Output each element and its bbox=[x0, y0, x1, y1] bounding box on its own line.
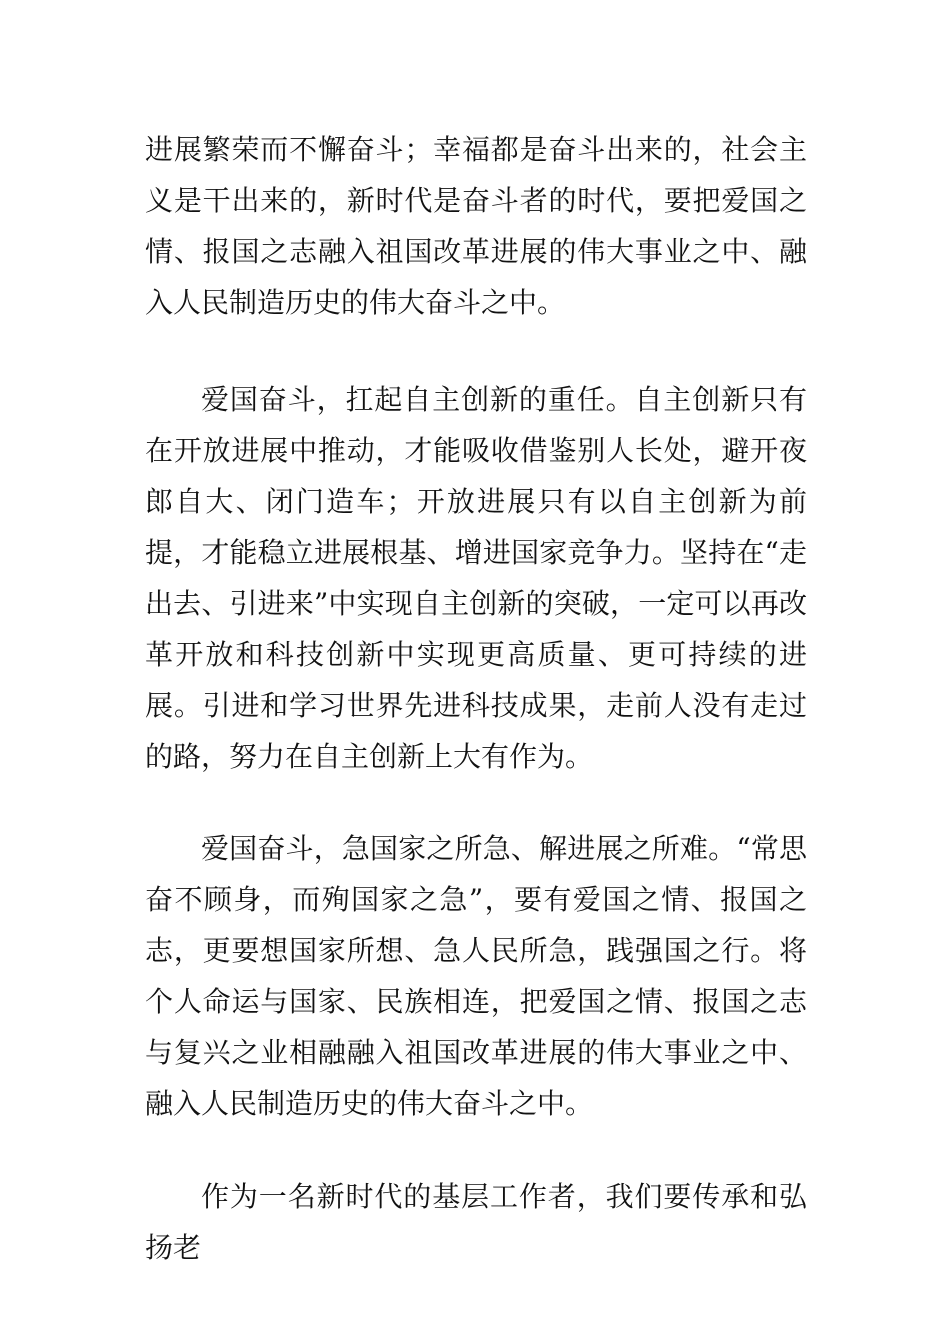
paragraph-national-urgency: 爱国奋斗，急国家之所急、解进展之所难。“常思奋不顾身，而殉国家之急”，要有爱国之情、报国之志，更要想国家所想、急人民所急，践强国之行。将个人命运与国家、民族相连，把爱国之情、报国之志与复兴之业相融融入祖国改革进展的伟大事业之中、融入人民制造历史的伟大奋斗之中。 bbox=[145, 832, 807, 1120]
paragraph-grassroots-worker: 作为一名新时代的基层工作者，我们要传承和弘扬老 bbox=[145, 1180, 807, 1264]
paragraph-continuation: 进展繁荣而不懈奋斗；幸福都是奋斗出来的，社会主义是干出来的，新时代是奋斗者的时代，要把爱国之情、报国之志融入祖国改革进展的伟大事业之中、融入人民制造历史的伟大奋斗之中。 bbox=[145, 133, 807, 319]
paragraph-innovation: 爱国奋斗，扛起自主创新的重任。自主创新只有在开放进展中推动，才能吸收借鉴别人长处，避开夜郎自大、闭门造车；开放进展只有以自主创新为前提，才能稳立进展根基、增进国家竞争力。坚持在“走出去、引进来”中实现自主创新的突破，一定可以再改革开放和科技创新中实现更高质量、更可持续的进展。引进和学习世界先进科技成果，走前人没有走过的路，努力在自主创新上大有作为。 bbox=[145, 383, 807, 773]
